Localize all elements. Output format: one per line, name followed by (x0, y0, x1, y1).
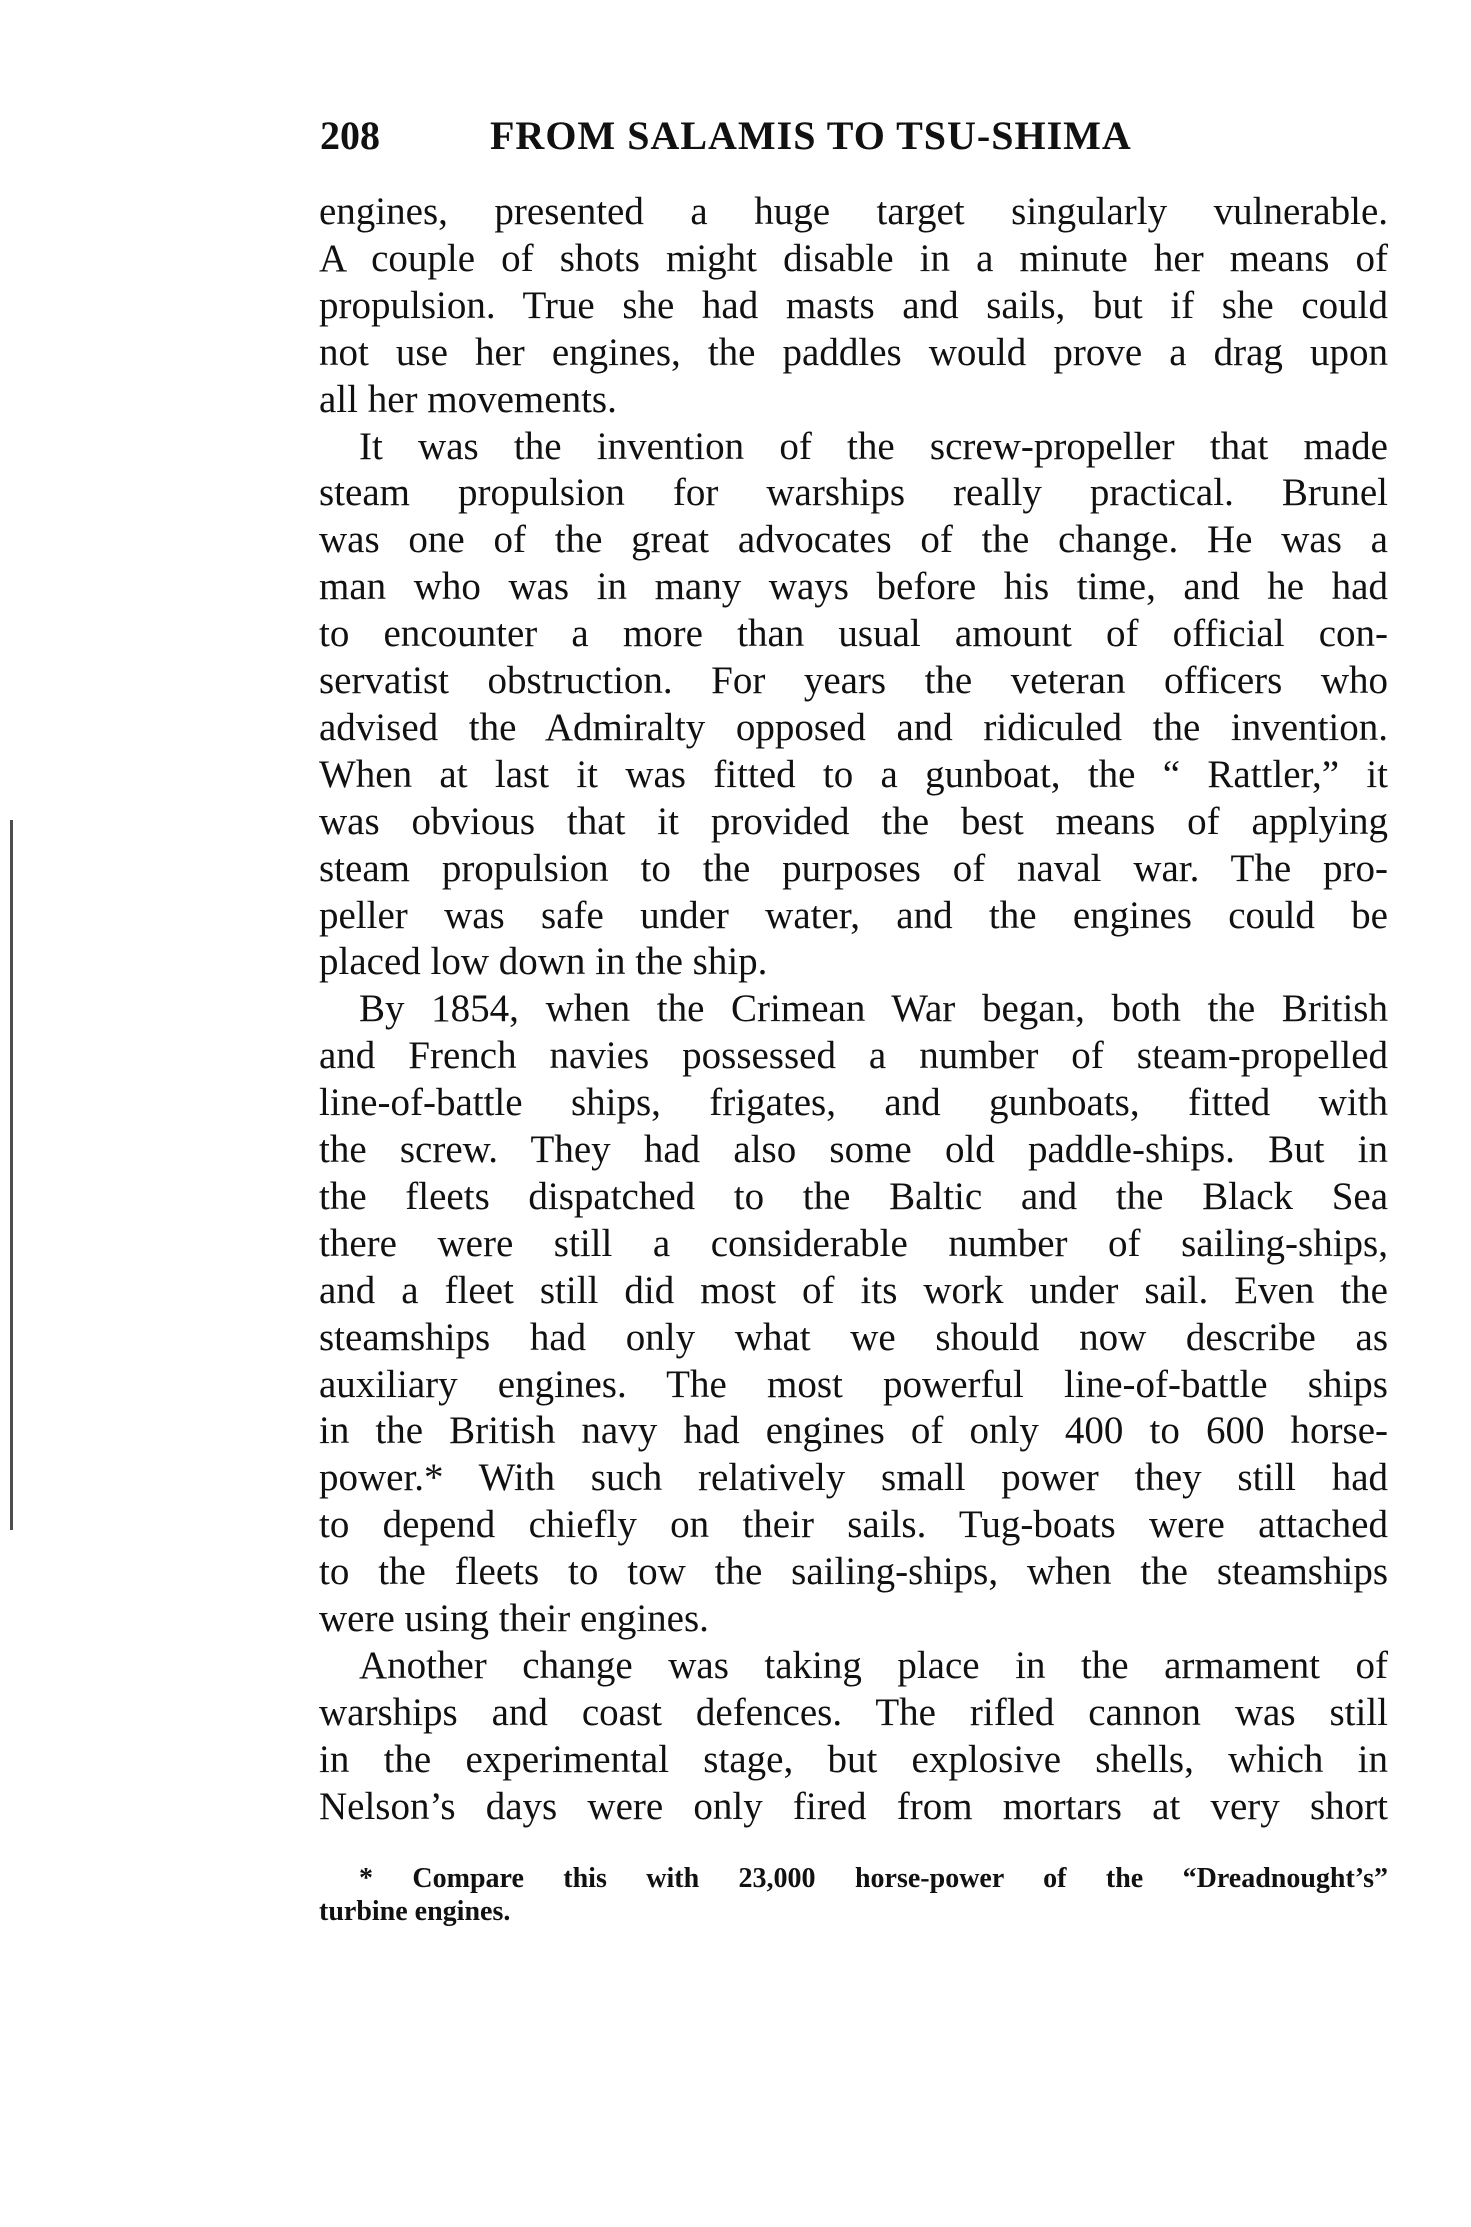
text-line: steamships had only what we should now describe as (319, 1315, 1388, 1359)
text-line: all her movements. (319, 377, 617, 421)
page-number: 208 (320, 113, 380, 158)
text-line: Another change was taking place in the armament of (359, 1643, 1388, 1687)
text-line: in the experimental stage, but explosive shells, which in (319, 1737, 1388, 1781)
text-line: steam propulsion to the purposes of naval war. The pro- (319, 846, 1388, 890)
text-line: and French navies possessed a number of steam-propelled (319, 1034, 1388, 1078)
text-line: and a fleet still did most of its work under sail. Even the (319, 1268, 1388, 1312)
text-line: to depend chiefly on their sails. Tug-boats were attached (319, 1503, 1388, 1547)
text-line: to the fleets to tow the sailing-ships, when the steamships (319, 1550, 1388, 1594)
footnote-line: turbine engines. (319, 1896, 511, 1927)
text-line: engines, presented a huge target singularly vulnerable. (319, 190, 1388, 233)
text-line: advised the Admiralty opposed and ridiculed the invention. (319, 705, 1388, 749)
text-line: was one of the great advocates of the change. He was a (319, 518, 1388, 562)
running-header (320, 112, 1320, 162)
text-line: auxiliary engines. The most powerful line-of-battle ships (319, 1362, 1388, 1406)
text-line: man who was in many ways before his time, and he had (319, 565, 1388, 609)
text-line: steam propulsion for warships really practical. Brunel (319, 471, 1388, 515)
text-line: there were still a considerable number of sailing-ships, (319, 1221, 1388, 1265)
text-line: peller was safe under water, and the engines could be (319, 893, 1388, 937)
scan-edge-line (10, 820, 13, 1530)
text-line: the fleets dispatched to the Baltic and the Black Sea (319, 1174, 1388, 1218)
text-line: line-of-battle ships, frigates, and gunboats, fitted with (319, 1081, 1388, 1125)
text-line: Nelson’s days were only fired from mortars at very short (319, 1784, 1388, 1828)
text-line: power.* With such relatively small power they still had (319, 1456, 1388, 1500)
text-line: placed low down in the ship. (319, 940, 768, 984)
text-line: to encounter a more than usual amount of official con- (319, 612, 1388, 656)
text-line: A couple of shots might disable in a minute her means of (319, 236, 1388, 280)
text-line: When at last it was fitted to a gunboat, the “ Rattler,” it (319, 752, 1388, 796)
text-line: in the British navy had engines of only 400 to 600 horse- (319, 1409, 1388, 1453)
text-line: was obvious that it provided the best means of applying (319, 799, 1388, 843)
text-line: propulsion. True she had masts and sails, but if she could (319, 283, 1388, 327)
text-line: By 1854, when the Crimean War began, both the British (359, 987, 1388, 1031)
running-title: FROM SALAMIS TO TSU-SHIMA (490, 113, 1132, 158)
text-line: were using their engines. (319, 1597, 709, 1640)
text-line: not use her engines, the paddles would prove a drag upon (319, 330, 1388, 374)
text-line: the screw. They had also some old paddle-ships. But in (319, 1128, 1388, 1171)
footnote-line: * Compare this with 23,000 horse-power of the “Dreadnought’s” (359, 1863, 1388, 1894)
text-line: warships and coast defences. The rifled cannon was still (319, 1690, 1388, 1734)
text-line: It was the invention of the screw-propeller that made (359, 424, 1388, 468)
text-line: servatist obstruction. For years the veteran officers who (319, 659, 1388, 702)
